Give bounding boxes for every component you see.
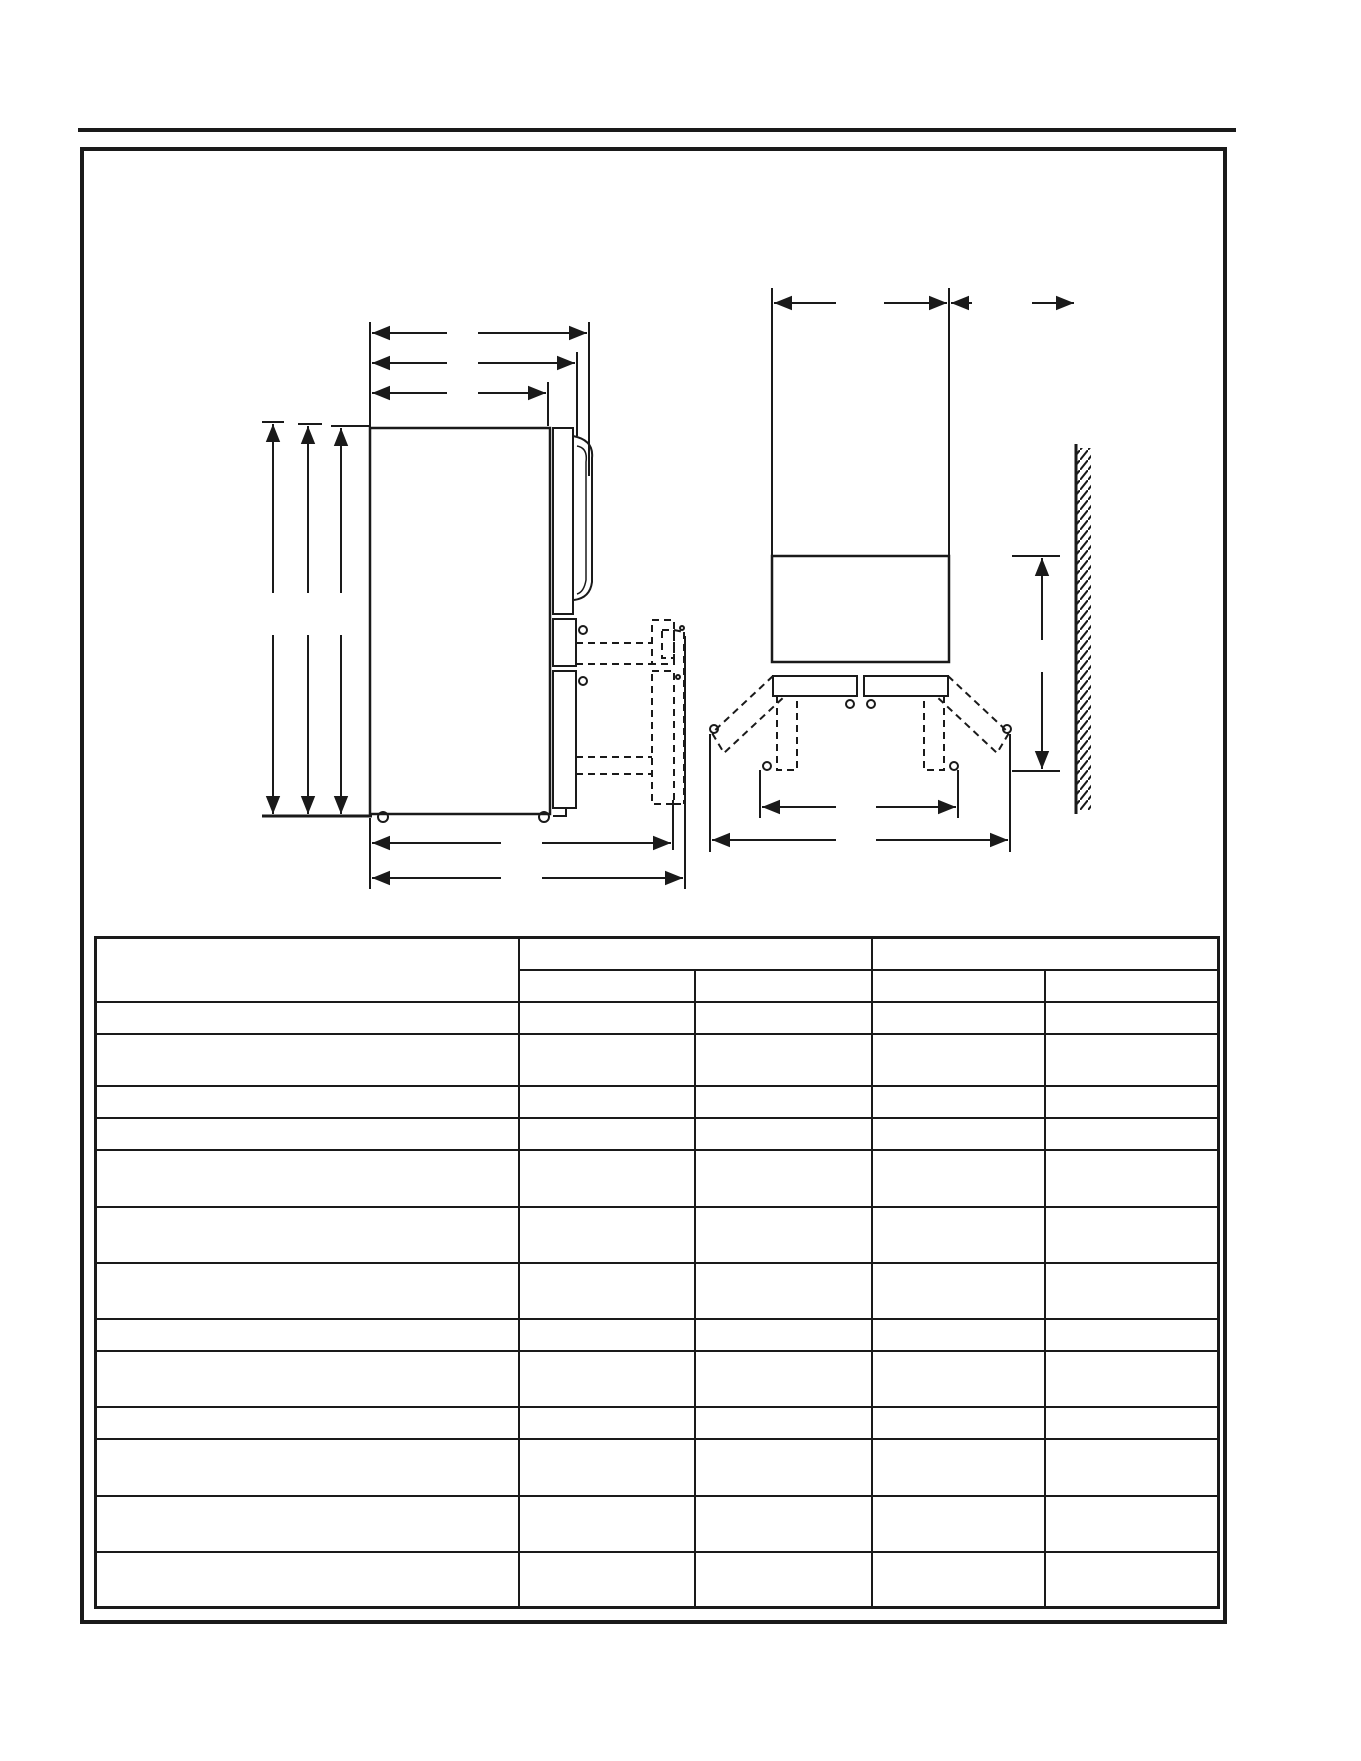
table-cell xyxy=(1045,1150,1219,1207)
table-cell xyxy=(519,1263,695,1319)
table-row xyxy=(96,1552,1219,1608)
table-cell xyxy=(695,1118,872,1150)
table-sub-header xyxy=(872,970,1045,1002)
row-label xyxy=(96,1496,519,1552)
table-cell xyxy=(519,1552,695,1608)
side-view-dimensions xyxy=(262,322,685,889)
table-sub-header xyxy=(519,970,695,1002)
table-cell xyxy=(519,1207,695,1263)
right-door-top xyxy=(864,676,948,696)
row-label xyxy=(96,1034,519,1086)
cabinet-top xyxy=(772,556,949,662)
table-cell xyxy=(1045,1002,1219,1034)
table-cell xyxy=(872,1034,1045,1086)
table-cell xyxy=(695,1086,872,1118)
table-group-header xyxy=(519,938,872,970)
dimensions-table xyxy=(94,936,1220,1609)
middle-drawer-front xyxy=(553,619,576,666)
table-row xyxy=(96,1034,1219,1086)
table-cell xyxy=(1045,1351,1219,1407)
table-row xyxy=(96,1319,1219,1351)
table-cell xyxy=(1045,1034,1219,1086)
table-cell xyxy=(695,1034,872,1086)
row-label xyxy=(96,1263,519,1319)
row-label xyxy=(96,1207,519,1263)
table-cell xyxy=(1045,1439,1219,1496)
table-cell xyxy=(519,1439,695,1496)
side-view xyxy=(370,428,684,822)
table-cell xyxy=(519,1496,695,1552)
table-cell xyxy=(1045,1552,1219,1608)
table-corner-cell xyxy=(96,938,519,1002)
table-cell xyxy=(872,1263,1045,1319)
table-cell xyxy=(872,1496,1045,1552)
table-cell xyxy=(872,1207,1045,1263)
table-cell xyxy=(695,1263,872,1319)
fresh-food-door xyxy=(553,428,573,614)
table-cell xyxy=(872,1552,1045,1608)
table-row xyxy=(96,1496,1219,1552)
table-cell xyxy=(1045,1263,1219,1319)
table-cell xyxy=(695,1407,872,1439)
row-label xyxy=(96,1319,519,1351)
left-door-top xyxy=(773,676,857,696)
row-label xyxy=(96,1439,519,1496)
table-cell xyxy=(695,1439,872,1496)
table-cell xyxy=(872,1118,1045,1150)
drawer-open-outline xyxy=(576,620,684,804)
table-cell xyxy=(695,1552,872,1608)
row-label xyxy=(96,1150,519,1207)
table-row xyxy=(96,1439,1219,1496)
table-cell xyxy=(695,1002,872,1034)
table-cell xyxy=(519,1319,695,1351)
table-row xyxy=(96,1407,1219,1439)
table-cell xyxy=(1045,1118,1219,1150)
freezer-drawer-front xyxy=(553,671,576,808)
table-cell xyxy=(1045,1319,1219,1351)
table-cell xyxy=(872,1319,1045,1351)
table-cell xyxy=(695,1496,872,1552)
table-cell xyxy=(695,1351,872,1407)
table-group-header xyxy=(872,938,1219,970)
row-label xyxy=(96,1351,519,1407)
table-cell xyxy=(695,1150,872,1207)
table-row xyxy=(96,1150,1219,1207)
table-cell xyxy=(695,1319,872,1351)
table-row xyxy=(96,1086,1219,1118)
table-cell xyxy=(519,1002,695,1034)
table-cell xyxy=(1045,1407,1219,1439)
table-row xyxy=(96,1207,1219,1263)
row-label xyxy=(96,1407,519,1439)
table-cell xyxy=(519,1034,695,1086)
top-view xyxy=(710,444,1091,814)
table-cell xyxy=(872,1086,1045,1118)
table-row xyxy=(96,1351,1219,1407)
table-cell xyxy=(695,1207,872,1263)
row-label xyxy=(96,1002,519,1034)
table-cell xyxy=(1045,1496,1219,1552)
table-row xyxy=(96,1118,1219,1150)
table-cell xyxy=(519,1351,695,1407)
table-row xyxy=(96,1263,1219,1319)
row-label xyxy=(96,1086,519,1118)
table-cell xyxy=(872,1351,1045,1407)
table-cell xyxy=(519,1150,695,1207)
row-label xyxy=(96,1552,519,1608)
table-cell xyxy=(1045,1207,1219,1263)
table-cell xyxy=(519,1407,695,1439)
table-cell xyxy=(1045,1086,1219,1118)
table-sub-header xyxy=(1045,970,1219,1002)
table-cell xyxy=(519,1118,695,1150)
row-label xyxy=(96,1118,519,1150)
table-cell xyxy=(872,1002,1045,1034)
table-sub-header xyxy=(695,970,872,1002)
table-cell xyxy=(872,1439,1045,1496)
table-row xyxy=(96,1002,1219,1034)
table-cell xyxy=(872,1407,1045,1439)
table-cell xyxy=(519,1086,695,1118)
cabinet-side xyxy=(370,428,550,814)
table-cell xyxy=(872,1150,1045,1207)
top-view-dimensions xyxy=(710,288,1074,852)
